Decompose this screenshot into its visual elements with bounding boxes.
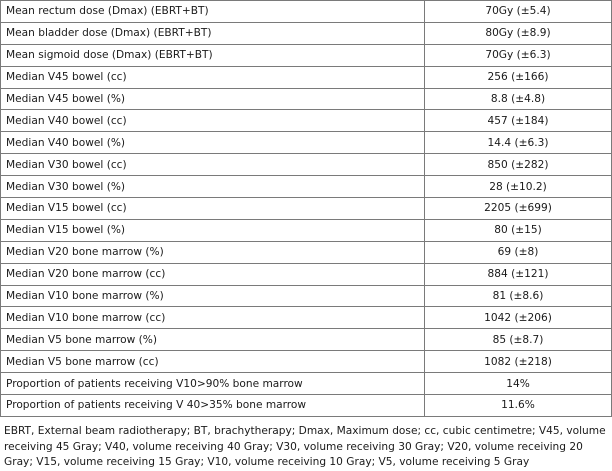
row-value: 8.8 (±4.8) — [425, 88, 612, 110]
row-label: Mean bladder dose (Dmax) (EBRT+BT) — [1, 22, 425, 44]
row-label: Median V30 bowel (%) — [1, 176, 425, 198]
row-label: Mean rectum dose (Dmax) (EBRT+BT) — [1, 1, 425, 23]
row-label: Proportion of patients receiving V 40>35% bone marrow — [1, 395, 425, 417]
row-label: Median V15 bowel (%) — [1, 219, 425, 241]
table-row — [1, 395, 612, 417]
table-row — [1, 154, 612, 176]
row-value: 1082 (±218) — [425, 351, 612, 373]
row-label: Median V5 bone marrow (cc) — [1, 351, 425, 373]
table-row — [1, 44, 612, 66]
table-row — [1, 241, 612, 263]
table-row — [1, 198, 612, 220]
footnote-line: EBRT, External beam radiotherapy; BT, brachytherapy; Dmax, Maximum dose; cc, cubic centimetre; V45, volume — [4, 425, 606, 437]
row-label: Mean sigmoid dose (Dmax) (EBRT+BT) — [1, 44, 425, 66]
row-label: Median V10 bone marrow (%) — [1, 285, 425, 307]
row-label: Median V45 bowel (cc) — [1, 66, 425, 88]
table-row — [1, 219, 612, 241]
row-value: 28 (±10.2) — [425, 176, 612, 198]
row-value: 80 (±15) — [425, 219, 612, 241]
table-row — [1, 1, 612, 23]
row-label: Median V20 bone marrow (%) — [1, 241, 425, 263]
row-value: 85 (±8.7) — [425, 329, 612, 351]
row-label: Median V5 bone marrow (%) — [1, 329, 425, 351]
row-value: 81 (±8.6) — [425, 285, 612, 307]
table-row — [1, 132, 612, 154]
table-row — [1, 329, 612, 351]
row-value: 2205 (±699) — [425, 198, 612, 220]
row-label: Median V45 bowel (%) — [1, 88, 425, 110]
table-row — [1, 22, 612, 44]
row-value: 11.6% — [425, 395, 612, 417]
table-body — [1, 1, 612, 417]
row-label: Median V20 bone marrow (cc) — [1, 263, 425, 285]
footnote-line: Gray; V15, volume receiving 15 Gray; V10, volume receiving 10 Gray; V5, volume receiving 5 Gray — [4, 456, 530, 469]
table-row — [1, 66, 612, 88]
row-value: 1042 (±206) — [425, 307, 612, 329]
row-label: Median V10 bone marrow (cc) — [1, 307, 425, 329]
row-value: 80Gy (±8.9) — [425, 22, 612, 44]
row-label: Median V40 bowel (cc) — [1, 110, 425, 132]
row-label: Median V15 bowel (cc) — [1, 198, 425, 220]
row-label: Median V30 bowel (cc) — [1, 154, 425, 176]
row-value: 70Gy (±5.4) — [425, 1, 612, 23]
table-row — [1, 373, 612, 395]
row-value: 69 (±8) — [425, 241, 612, 263]
row-value: 14% — [425, 373, 612, 395]
row-value: 70Gy (±6.3) — [425, 44, 612, 66]
table-row — [1, 285, 612, 307]
footnote-line: receiving 45 Gray; V40, volume receiving 40 Gray; V30, volume receiving 30 Gray; V20, volume receiving 20 — [4, 440, 583, 453]
row-value: 884 (±121) — [425, 263, 612, 285]
table-row — [1, 263, 612, 285]
row-value: 14.4 (±6.3) — [425, 132, 612, 154]
row-label: Proportion of patients receiving V10>90% bone marrow — [1, 373, 425, 395]
table-row — [1, 110, 612, 132]
table-row — [1, 351, 612, 373]
table-row — [1, 307, 612, 329]
table-row — [1, 176, 612, 198]
row-value: 256 (±166) — [425, 66, 612, 88]
row-value: 850 (±282) — [425, 154, 612, 176]
table-row — [1, 88, 612, 110]
row-value: 457 (±184) — [425, 110, 612, 132]
table-footnote — [4, 424, 610, 471]
row-label: Median V40 bowel (%) — [1, 132, 425, 154]
